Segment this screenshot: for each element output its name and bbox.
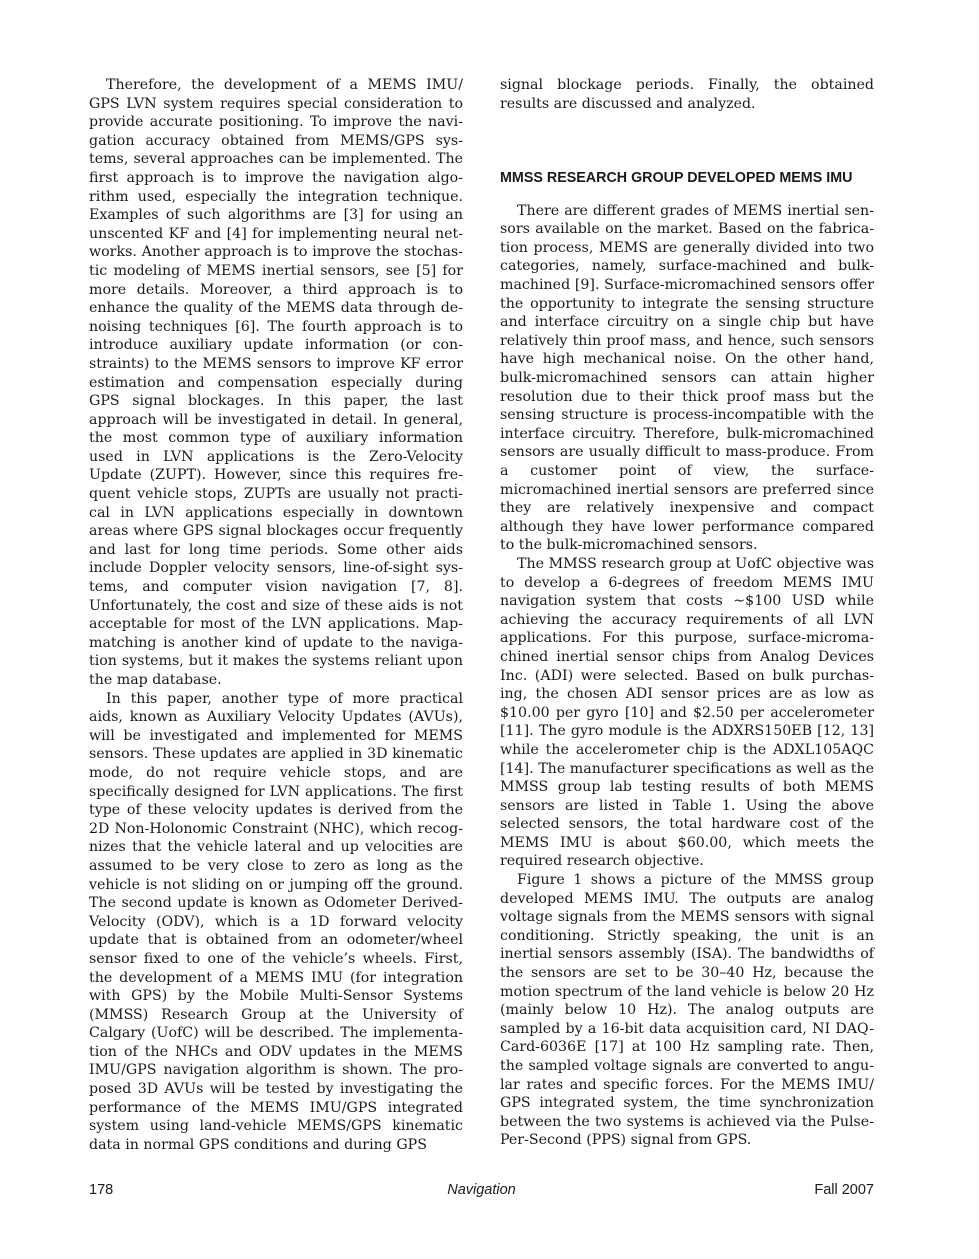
body-paragraph: The MMSS research group at UofC objective was to develop a 6-degrees of freedom MEMS IMU navigation system that costs ∼$100 USD while achieving the accuracy requirements of all LVN applications. For this purpose, surface-micromachined inertial sensor chips from Analog Devices Inc. (ADI) were selected. Based on bulk purchasing, the chosen ADI sensor prices are as low as $10.00 per gyro [10] and $2.50 per accelerometer [11]. The gyro module is the ADXRS150EB [12, 13] while the accelerometer chip is the ADXL105AQC [14]. The manufacturer specifications as well as the MMSS group lab testing results of both MEMS sensors are listed in Table 1. Using the above selected sensors, the total hardware cost of the MEMS IMU is about $60.00, which meets the required research objective. (500, 555, 874, 870)
body-paragraph: In this paper, another type of more practical aids, known as Auxiliary Velocity Updates (AVUs), will be investigated and implemented for MEMS sensors. These updates are applied in 3D kinematic mode, do not require vehicle stops, and are specifically designed for LVN applications. The first type of these velocity updates is derived from the 2D Non-Holonomic Constraint (NHC), which recognizes that the vehicle lateral and up velocities are assumed to be very close to zero as long as the vehicle is not sliding on or jumping off the ground. The second update is known as Odometer Derived-Velocity (ODV), which is a 1D forward velocity update that is obtained from an odometer/wheel sensor fixed to one of the vehicle’s wheels. First, the development of a MEMS IMU (for integration with GPS) by the Mobile Multi-Sensor Systems (MMSS) Research Group at the University of Calgary (UofC) will be described. The implementation of the NHCs and ODV updates in the MEMS IMU/​GPS navigation algorithm is shown. The proposed 3D AVUs will be tested by investigating the performance of the MEMS IMU/GPS integrated system using land-vehicle MEMS/GPS kinematic data in normal GPS conditions and during GPS (89, 690, 463, 1153)
section-heading: MMSS RESEARCH GROUP DEVELOPED MEMS IMU (500, 170, 853, 187)
left-column (89, 76, 463, 1154)
right-column (500, 76, 874, 1150)
body-paragraph: There are different grades of MEMS inertial sensors available on the market. Based on the fabrication process, MEMS are generally divided into two categories, namely, surface-machined and bulk-machined [9]. Surface-micromachined sensors offer the opportunity to integrate the sensing structure and interface circuitry on a single chip but have relatively thin proof mass, and hence, such sensors have high mechanical noise. On the other hand, bulk-micromachined sensors can attain higher resolution due to their thick proof mass but the sensing structure is process-incompatible with the interface circuitry. Therefore, bulk-micromachined sensors are usually difficult to mass-produce. From a customer point of view, the surface-micromachined inertial sensors are preferred since they are relatively inexpensive and compact although they have lower performance compared to the bulk-micromachined sensors. (500, 202, 874, 554)
body-paragraph: Therefore, the development of a MEMS IMU/​GPS LVN system requires special consideration to provide accurate positioning. To improve the navigation accuracy obtained from MEMS/GPS systems, several approaches can be implemented. The first approach is to improve the navigation algorithm used, especially the integration technique. Examples of such algorithms are [3] for using an unscented KF and [4] for implementing neural networks. Another approach is to improve the stochastic modeling of MEMS inertial sensors, see [5] for more details. Moreover, a third approach is to enhance the quality of the MEMS data through denoising techniques [6]. The fourth approach is to introduce auxiliary update information (or constraints) to the MEMS sensors to improve KF error estimation and compensation especially during GPS signal blockages. In this paper, the last approach will be investigated in detail. In general, the most common type of auxiliary information used in LVN applications is the Zero-Velocity Update (ZUPT). However, since this requires frequent vehicle stops, ZUPTs are usually not practical in LVN applications especially in downtown areas where GPS signal blockages occur frequently and last for long time periods. Some other aids include Doppler velocity sensors, line-of-sight systems, and computer vision navigation [7, 8]. Unfortunately, the cost and size of these aids is not acceptable for most of the LVN applications. Map-matching is another kind of update to the navigation systems, but it makes the systems reliant upon the map database. (89, 77, 463, 688)
page-number: 178 (89, 1182, 114, 1198)
body-paragraph: Figure 1 shows a picture of the MMSS group developed MEMS IMU. The outputs are analog voltage signals from the MEMS sensors with signal conditioning. Strictly speaking, the unit is an inertial sensors assembly (ISA). The bandwidths of the sensors are set to be 30–40 Hz, because the motion spectrum of the land vehicle is below 20 Hz (mainly below 10 Hz). The analog outputs are sampled by a 16-bit data acquisition card, NI DAQ-Card-6036E [17] at 100 Hz sampling rate. Then, the sampled voltage signals are converted to angular rates and specific forces. For the MEMS IMU/​GPS integrated system, the time synchronization between the two systems is achieved via the Pulse-Per-Second (PPS) signal from GPS. (500, 872, 874, 1149)
journal-name: Navigation (447, 1182, 516, 1198)
page-footer (89, 1182, 874, 1202)
continued-paragraph: signal blockage periods. Finally, the obtained results are discussed and analyzed. (500, 77, 874, 112)
issue-date: Fall 2007 (814, 1182, 874, 1198)
